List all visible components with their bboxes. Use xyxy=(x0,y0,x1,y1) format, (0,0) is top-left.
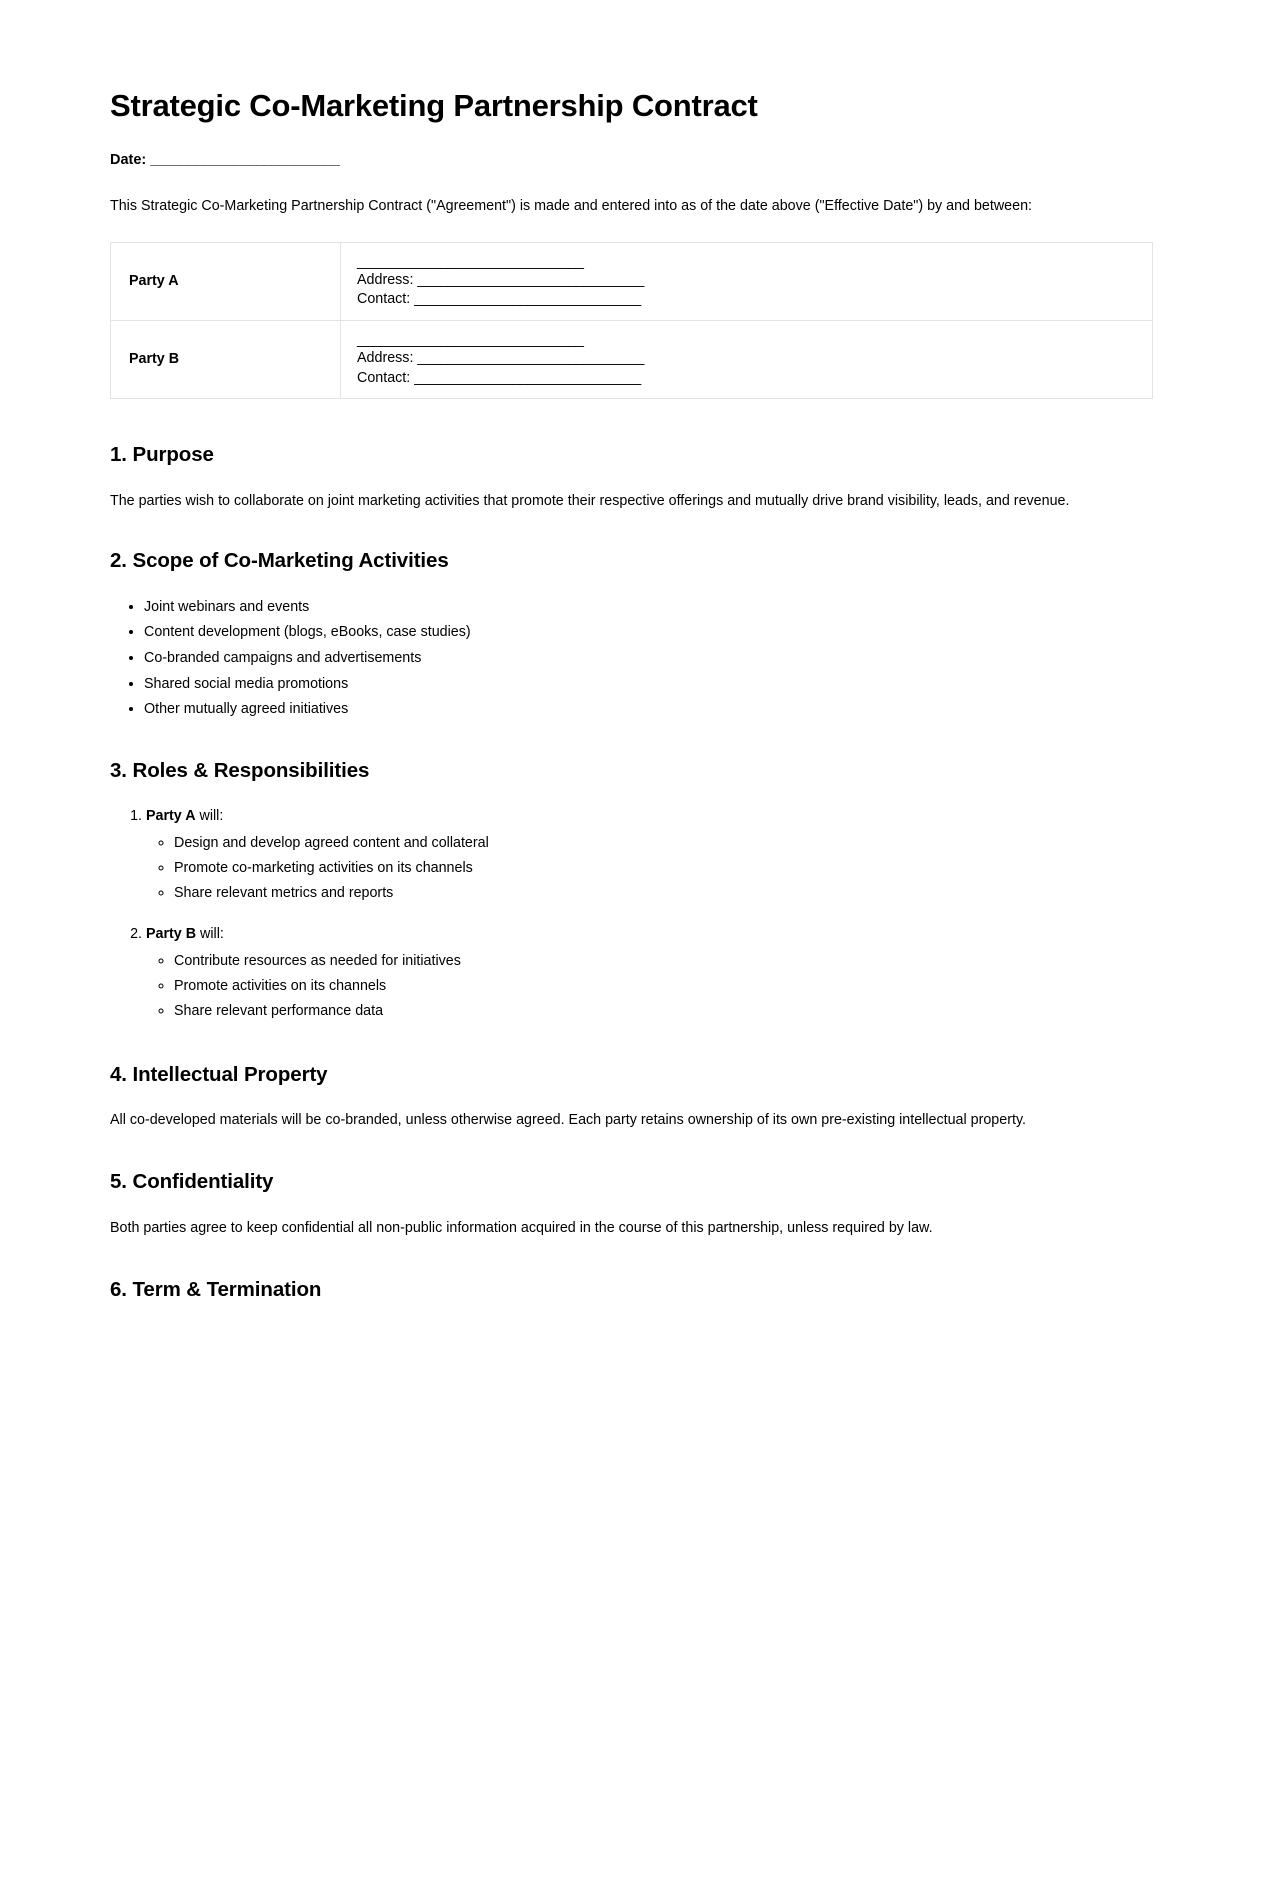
section-scope xyxy=(110,549,1153,720)
section-term-termination xyxy=(110,1278,1153,1303)
party-a-contact-row xyxy=(357,290,1136,310)
party-b-contact-label: Contact: xyxy=(357,369,411,386)
list-item: • Joint webinars and events xyxy=(144,596,1153,619)
list-item: ◦ Design and develop agreed content and collateral xyxy=(174,832,1153,855)
section-purpose xyxy=(110,443,1153,513)
scope-activities-list xyxy=(110,596,1153,721)
party-a-blank-stack xyxy=(357,253,1136,310)
party-b-address-blank[interactable]: ______________________________ xyxy=(417,350,644,367)
section-roles-heading: 3. Roles & Responsibilities xyxy=(110,758,370,782)
party-b-role-suffix: will: xyxy=(196,926,224,943)
section-term-termination-heading: 6. Term & Termination xyxy=(110,1278,322,1302)
party-b-duties-list xyxy=(146,950,1153,1023)
list-item: ◦ Contribute resources as needed for initiatives xyxy=(174,950,1153,973)
party-b-address-label: Address: xyxy=(357,350,414,367)
party-b-blank-stack xyxy=(357,331,1136,388)
section-confidentiality-body: Both parties agree to keep confidential all non-public information acquired in the course of this partnership, unless required by law. xyxy=(110,1220,933,1237)
table-row xyxy=(111,321,1153,399)
list-item: • Co-branded campaigns and advertisements xyxy=(144,647,1153,670)
section-roles xyxy=(110,759,1153,1023)
table-row xyxy=(111,242,1153,320)
party-a-label: Party A xyxy=(111,242,341,320)
section-purpose-heading: 1. Purpose xyxy=(110,443,214,467)
party-a-contact-label: Contact: xyxy=(357,291,411,308)
section-intellectual-property-body: All co-developed materials will be co-branded, unless otherwise agreed. Each party retains ownership of its own pre-existing intellectual property. xyxy=(110,1112,1026,1129)
section-intellectual-property xyxy=(110,1063,1153,1133)
party-b-role-label: Party B xyxy=(146,926,197,943)
party-a-role-suffix: will: xyxy=(195,808,224,825)
party-a-duties-list xyxy=(146,832,1153,905)
parties-table xyxy=(110,242,1153,400)
date-field-line xyxy=(110,151,1153,170)
intro-paragraph: This Strategic Co-Marketing Partnership Contract ("Agreement") is made and entered into as of the date above ("Effective Date") by and between: xyxy=(110,198,1033,215)
section-intellectual-property-heading: 4. Intellectual Property xyxy=(110,1062,328,1086)
list-item: ◦ Share relevant metrics and reports xyxy=(174,882,1153,905)
party-b-details xyxy=(341,321,1153,399)
list-item xyxy=(146,923,1153,1022)
list-item: ◦ Promote activities on its channels xyxy=(174,975,1153,998)
party-b-name-blank[interactable]: ______________________________ xyxy=(357,332,584,349)
list-item: • Shared social media promotions xyxy=(144,673,1153,696)
party-a-details xyxy=(341,242,1153,320)
date-label: Date: xyxy=(110,151,147,168)
date-blank-underline[interactable]: _________________________ xyxy=(150,151,340,168)
list-item: ◦ Promote co-marketing activities on its channels xyxy=(174,857,1153,880)
list-item: ◦ Share relevant performance data xyxy=(174,1000,1153,1023)
section-purpose-body: The parties wish to collaborate on joint marketing activities that promote their respective offerings and mutually drive brand visibility, leads, and revenue. xyxy=(110,493,1070,510)
list-item xyxy=(146,805,1153,904)
page-title: Strategic Co-Marketing Partnership Contract xyxy=(110,88,758,123)
list-item: • Other mutually agreed initiatives xyxy=(144,698,1153,721)
party-a-address-label: Address: xyxy=(357,271,414,288)
party-a-contact-blank[interactable]: ______________________________ xyxy=(414,291,641,308)
section-confidentiality xyxy=(110,1170,1153,1240)
party-a-address-blank[interactable]: ______________________________ xyxy=(417,271,644,288)
party-b-contact-row xyxy=(357,369,1136,389)
section-scope-heading: 2. Scope of Co-Marketing Activities xyxy=(110,549,449,573)
list-item: • Content development (blogs, eBooks, case studies) xyxy=(144,621,1153,644)
party-a-name-blank[interactable]: ______________________________ xyxy=(357,253,584,270)
party-a-address-row xyxy=(357,271,1136,291)
party-b-contact-blank[interactable]: ______________________________ xyxy=(414,369,641,386)
section-confidentiality-heading: 5. Confidentiality xyxy=(110,1170,274,1194)
party-b-address-row xyxy=(357,349,1136,369)
party-b-label: Party B xyxy=(111,321,341,399)
roles-ordered-list xyxy=(110,805,1153,1022)
party-a-role-label: Party A xyxy=(146,808,196,825)
